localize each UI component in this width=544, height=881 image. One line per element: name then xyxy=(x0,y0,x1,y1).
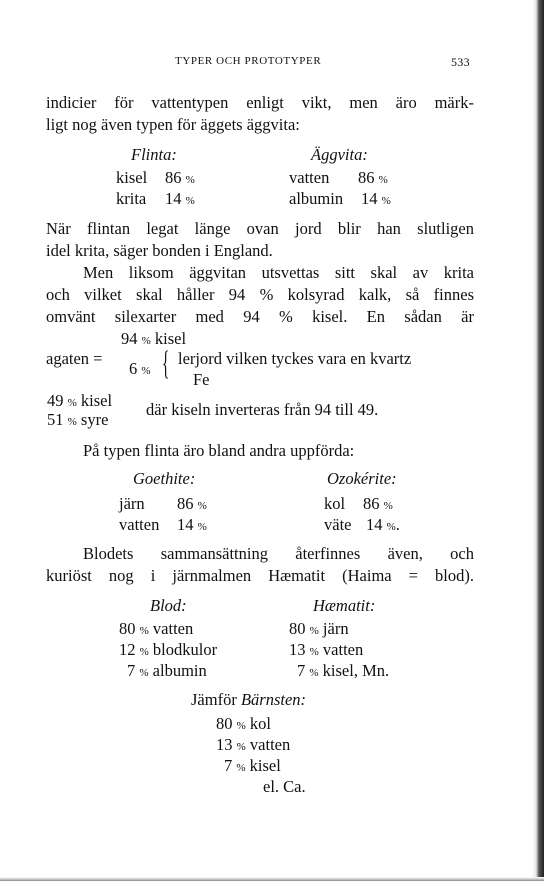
table1-row1-value-b: 86 % xyxy=(358,168,388,187)
page-bottom-edge xyxy=(0,877,544,881)
compare-row-2: 13 % vatten xyxy=(216,735,291,754)
table1-row1-value: 86 % xyxy=(165,168,195,187)
formula-mid: 6 % xyxy=(129,359,151,378)
paragraph-5-line-2: kuriöst nog i järnmalmen Hæmatit (Haima = blod). xyxy=(46,566,474,585)
page-number: 533 xyxy=(451,55,470,69)
brace-symbol: { xyxy=(162,345,170,382)
table2-row1-value: 86 % xyxy=(177,494,207,513)
table1-row1-name: kisel xyxy=(116,168,148,187)
compare-row-3: 7 % kisel xyxy=(224,756,281,775)
paragraph-3-line-1: Men liksom äggvitan utsvettas sitt skal av krita xyxy=(83,263,474,282)
table1-row1-name-b: vatten xyxy=(289,168,330,187)
table3-col2-title: Hæmatit: xyxy=(313,596,376,615)
paragraph-3-line-3: omvänt silexarter med 94 % kisel. En sådan är xyxy=(46,307,474,326)
table3-row3-left: 7 % albumin xyxy=(127,661,207,680)
compare-last: el. Ca. xyxy=(263,777,306,796)
table2-row1-name-b: kol xyxy=(324,494,346,513)
table2-col2-title: Ozokérite: xyxy=(327,469,397,488)
table3-row2-right: 13 % vatten xyxy=(289,640,364,659)
table1-row2-name-b: albumin xyxy=(289,189,344,208)
table3-row1-right: 80 % järn xyxy=(289,619,349,638)
table2-col1-title: Goethite: xyxy=(133,469,196,488)
formula-bottom-1: 49 % kisel xyxy=(47,391,113,410)
paragraph-5-line-1: Blodets sammansättning återfinnes även, och xyxy=(83,544,474,563)
paragraph-1-line-1: indicier för vattentypen enligt vikt, men äro märk- xyxy=(46,93,474,112)
table3-row1-left: 80 % vatten xyxy=(119,619,194,638)
table1-row2-value: 14 % xyxy=(165,189,195,208)
table3-col1-title: Blod: xyxy=(150,596,187,615)
table2-row2-value: 14 % xyxy=(177,515,207,534)
compare-heading: Jämför Bärnsten: xyxy=(191,690,307,709)
paragraph-2-line-2: idel krita, säger bonden i England. xyxy=(46,241,273,260)
table3-row3-right: 7 % kisel, Mn. xyxy=(297,661,390,680)
paragraph-1-line-2: ligt nog även typen för äggets äggvita: xyxy=(46,115,300,134)
header-title: TYPER OCH PROTOTYPER xyxy=(175,55,322,67)
table1-col1-title: Flinta: xyxy=(131,145,177,164)
compare-row-1: 80 % kol xyxy=(216,714,272,733)
table2-row2-name-b: väte xyxy=(324,515,352,534)
formula-lhs: agaten = xyxy=(46,349,103,368)
table2-row1-value-b: 86 % xyxy=(363,494,393,513)
formula-tail: där kiseln inverteras från 94 till 49. xyxy=(146,400,379,419)
formula-top: 94 % kisel xyxy=(121,329,187,348)
paragraph-4: På typen flinta äro bland andra uppförda: xyxy=(83,441,355,460)
table1-col2-title: Äggvita: xyxy=(311,145,368,164)
table3-row2-left: 12 % blodkulor xyxy=(119,640,218,659)
paragraph-3-line-2: och vilket skal håller 94 % kolsyrad kalk, så finnes xyxy=(46,285,474,304)
paragraph-2-line-1: När flintan legat länge ovan jord blir han slutligen xyxy=(46,219,474,238)
formula-brace-line-2: Fe xyxy=(193,370,210,389)
page-edge-shadow xyxy=(532,0,544,881)
table2-row2-value-b: 14 %. xyxy=(366,515,400,534)
formula-brace-line-1: lerjord vilken tyckes vara en kvartz xyxy=(178,349,412,368)
table1-row2-name: krita xyxy=(116,189,147,208)
formula-bottom-2: 51 % syre xyxy=(47,410,109,429)
table2-row1-name: järn xyxy=(119,494,145,513)
table2-row2-name: vatten xyxy=(119,515,160,534)
table1-row2-value-b: 14 % xyxy=(361,189,391,208)
